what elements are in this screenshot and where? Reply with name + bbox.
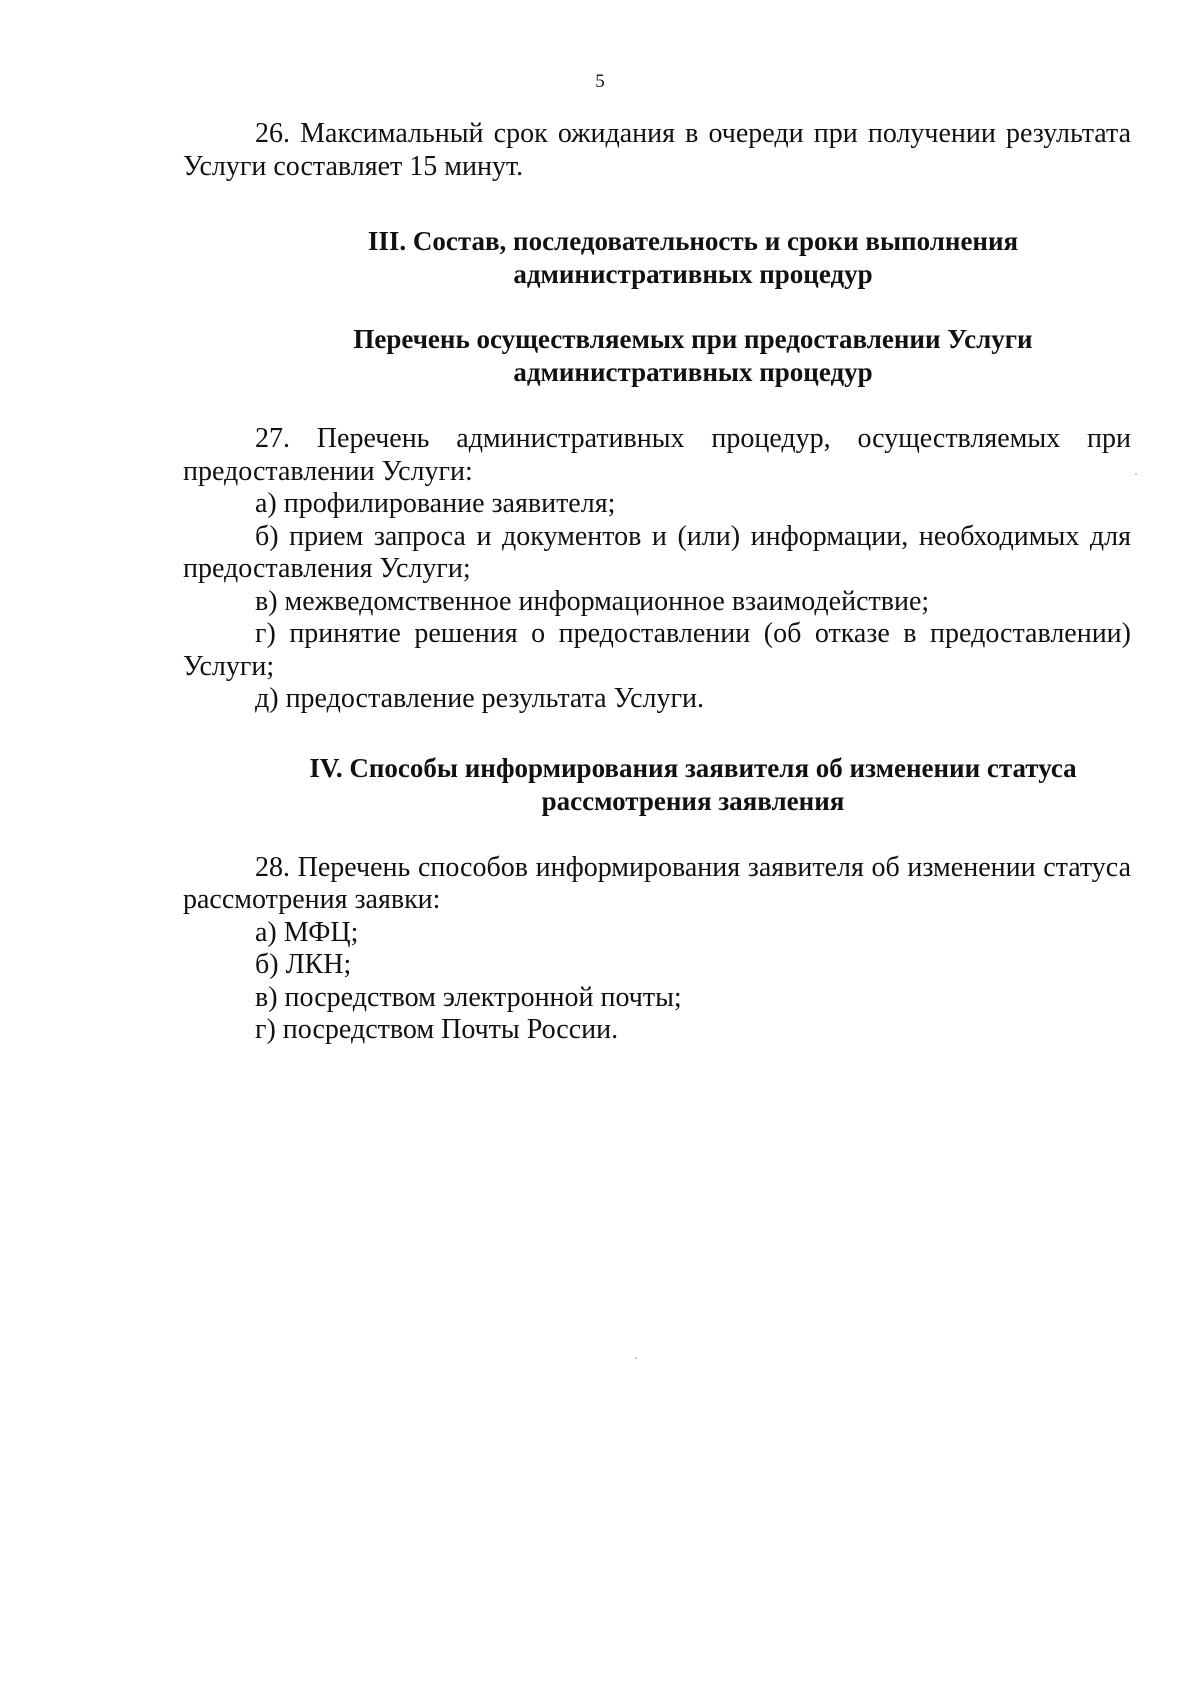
scan-speck bbox=[635, 1357, 637, 1359]
procedures-list-heading-line-2: административных процедур bbox=[513, 357, 873, 387]
paragraph-28-intro: 28. Перечень способов информирования заявителя об изменении статуса рассмотрения заявки: bbox=[183, 851, 1131, 915]
list-item: б) ЛКН; bbox=[255, 949, 352, 980]
list-item: б) прием запроса и документов и (или) информации, необходимых для предоставления Услуги; bbox=[183, 520, 1131, 584]
paragraph-28-block bbox=[183, 852, 1131, 1047]
document-body bbox=[183, 118, 1131, 1047]
list-item: г) принятие решения о предоставлении (об отказе в предоставлении) Услуги; bbox=[183, 618, 1131, 682]
list-item: д) предоставление результата Услуги. bbox=[255, 683, 704, 714]
section-4-heading bbox=[255, 752, 1131, 818]
section-3-heading-line-1: III. Состав, последовательность и сроки выполнения bbox=[367, 226, 1019, 256]
section-3-heading-line-2: административных процедур bbox=[513, 259, 873, 289]
paragraph-26: 26. Максимальный срок ожидания в очереди при получении результата Услуги составляет 15 минут. bbox=[183, 118, 1131, 182]
scan-speck bbox=[1135, 473, 1137, 475]
list-item: г) посредством Почты России. bbox=[255, 1014, 619, 1045]
list-item: а) МФЦ; bbox=[255, 916, 359, 948]
page-number: 5 bbox=[595, 71, 605, 92]
list-item: в) межведомственное информационное взаимодействие; bbox=[255, 585, 930, 617]
list-item: в) посредством электронной почты; bbox=[255, 981, 682, 1013]
section-4-heading-line-1: IV. Способы информирования заявителя об изменении статуса bbox=[309, 752, 1077, 783]
paragraph-27-intro: 27. Перечень административных процедур, осуществляемых при предоставлении Услуги: bbox=[183, 423, 1131, 487]
list-item: а) профилирование заявителя; bbox=[255, 488, 616, 519]
paragraph-27-block bbox=[183, 423, 1131, 716]
procedures-list-heading-line-1: Перечень осуществляемых при предоставлении Услуги bbox=[353, 324, 1033, 354]
section-4-heading-line-2: рассмотрения заявления bbox=[541, 785, 845, 816]
section-3-heading bbox=[255, 225, 1131, 291]
procedures-list-heading bbox=[255, 323, 1131, 389]
